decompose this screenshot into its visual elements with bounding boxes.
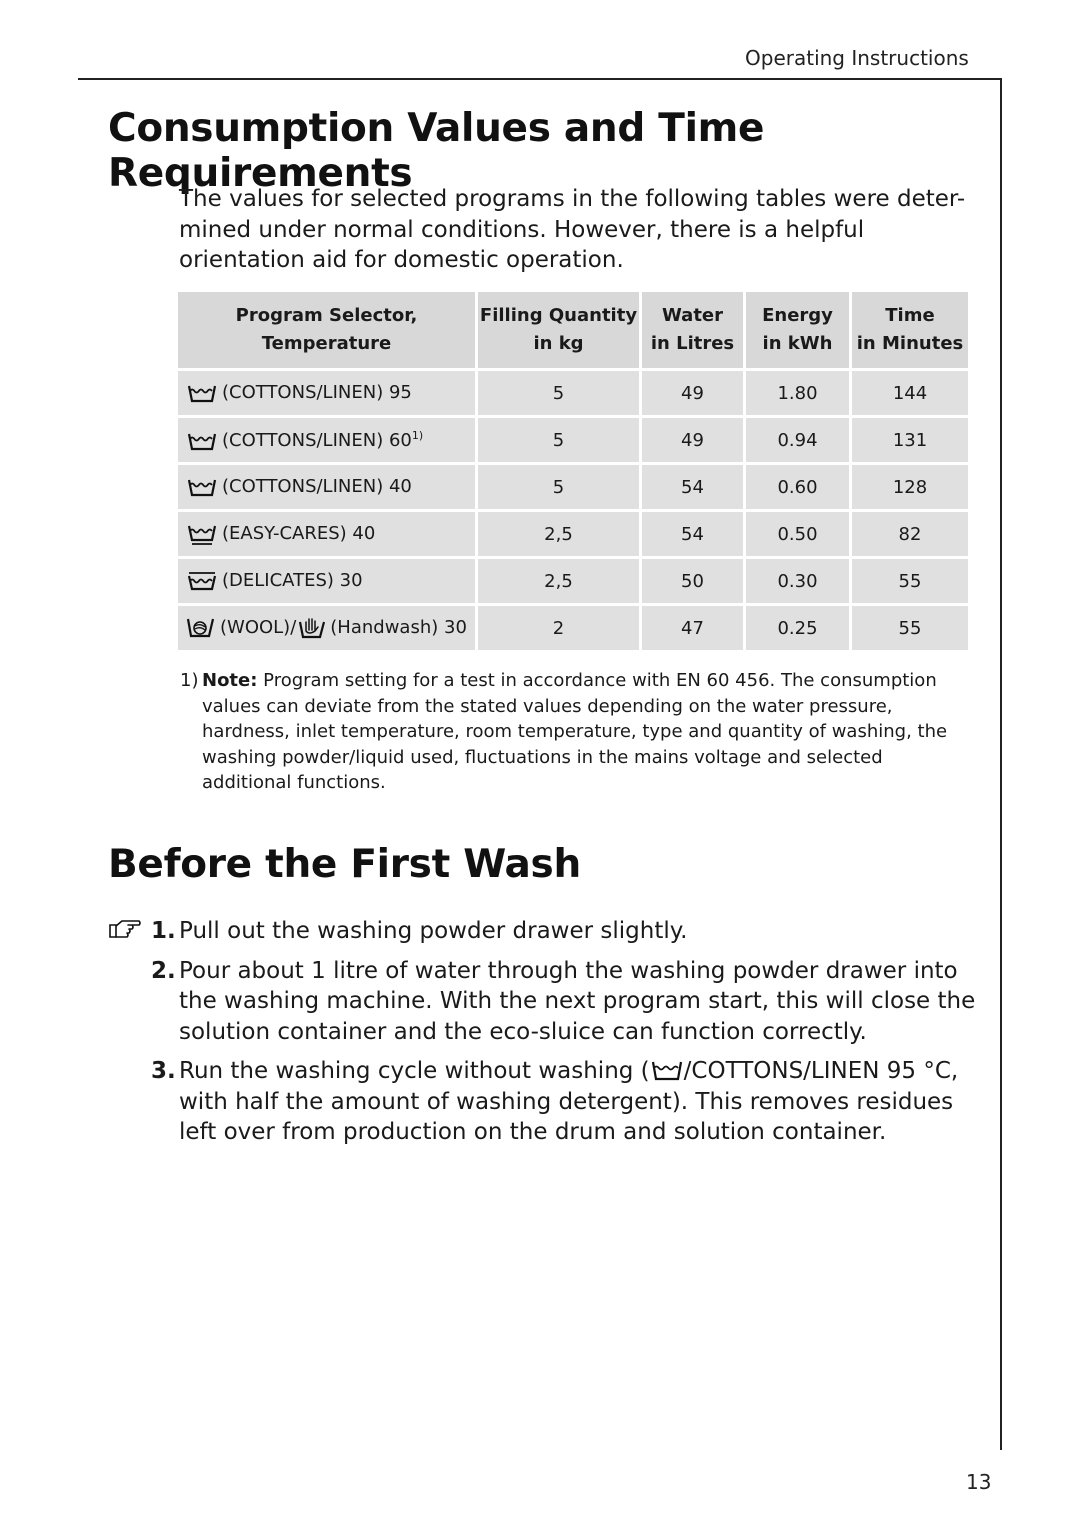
- cell-energy: 0.50: [746, 512, 849, 556]
- cell-program: (COTTONS/LINEN) 60$^{1)}$: [178, 418, 475, 462]
- intro-paragraph: The values for selected programs in the following tables were deter- mined under normal conditions. However, there is a helpful orientation aid for domestic operation.: [179, 186, 966, 273]
- wash-tub-icon: [186, 430, 218, 452]
- cell-energy: 0.30: [746, 559, 849, 603]
- cell-filling: 5: [478, 418, 639, 462]
- steps-list: [108, 916, 988, 1157]
- cell-water: 47: [642, 606, 743, 650]
- cell-energy: 0.60: [746, 465, 849, 509]
- cell-time: 128: [852, 465, 968, 509]
- cell-filling: 5: [478, 465, 639, 509]
- cell-water: 49: [642, 418, 743, 462]
- header-rule: [78, 78, 1002, 80]
- cell-time: 131: [852, 418, 968, 462]
- table-row: [178, 418, 968, 462]
- side-rule: [1000, 78, 1002, 1450]
- footnote-label: Note:: [202, 670, 258, 691]
- list-item: [108, 956, 988, 1048]
- header-time: Time in Minutes: [852, 292, 968, 368]
- list-item: [108, 1056, 988, 1148]
- page-number: 13: [966, 1470, 992, 1494]
- cell-program: (EASY-CARES) 40: [178, 512, 475, 556]
- cell-filling: 2,5: [478, 512, 639, 556]
- wool-icon: [186, 616, 216, 640]
- cell-filling: 5: [478, 371, 639, 415]
- table-row: [178, 512, 968, 556]
- wash-tub-icon: [186, 476, 218, 498]
- cell-energy: 0.94: [746, 418, 849, 462]
- cell-water: 49: [642, 371, 743, 415]
- footnote-number: 1): [180, 670, 199, 691]
- header-water: Water in Litres: [642, 292, 743, 368]
- handwash-icon: [298, 616, 326, 640]
- cell-water: 54: [642, 512, 743, 556]
- footnote-text: Program setting for a test in accordance with EN 60 456. The consumption values can deviate from the stated values depending on the water pressure, hardness, inlet temperature, room temperature, type and quantity of washing, the washing powder/liquid used, fluctuations in the mains voltage and selected additional functions.: [202, 670, 948, 793]
- header-filling: Filling Quantity in kg: [478, 292, 639, 368]
- cell-water: 50: [642, 559, 743, 603]
- step-text-after: /COTTONS/LINEN 95 °C, with half the amount of washing detergent). This removes residues left over from production on the drum and solution container.: [179, 1058, 959, 1145]
- table-row: [178, 559, 968, 603]
- wash-tub-easycare-icon: [186, 522, 218, 546]
- step-number: 1.: [151, 918, 176, 944]
- cell-program: (DELICATES) 30: [178, 559, 475, 603]
- wash-tub-icon: [186, 382, 218, 404]
- step-text: Pull out the washing powder drawer slightly.: [179, 918, 688, 944]
- table-row: [178, 371, 968, 415]
- cell-energy: 1.80: [746, 371, 849, 415]
- cell-program: (WOOL)/ (Handwash) 30: [178, 606, 475, 650]
- footnote: [180, 668, 950, 796]
- table-row: [178, 606, 968, 650]
- footnote-marker: 1): [411, 428, 424, 442]
- cell-program: (COTTONS/LINEN) 40: [178, 465, 475, 509]
- section-title-first-wash: Before the First Wash: [108, 842, 581, 887]
- cell-filling: 2,5: [478, 559, 639, 603]
- cell-time: 55: [852, 606, 968, 650]
- consumption-table: [175, 289, 971, 653]
- cell-time: 144: [852, 371, 968, 415]
- list-item: [108, 916, 988, 947]
- consumption-table-wrapper: [178, 292, 974, 650]
- pointing-hand-icon: [108, 917, 142, 941]
- wash-tub-icon: [650, 1058, 684, 1082]
- footnote-body: [202, 668, 950, 796]
- step-text: Pour about 1 litre of water through the washing powder drawer into the washing machine. With the next program start, this will close the solution container and the eco-sluice can function correctly.: [179, 957, 976, 1045]
- running-head: Operating Instructions: [745, 46, 969, 70]
- header-program: Program Selector, Temperature: [178, 292, 475, 368]
- cell-water: 54: [642, 465, 743, 509]
- wash-tub-delicate-icon: [186, 569, 218, 593]
- cell-filling: 2: [478, 606, 639, 650]
- table-row: [178, 465, 968, 509]
- step-number: 3.: [151, 1058, 176, 1084]
- cell-energy: 0.25: [746, 606, 849, 650]
- step-text-before: Run the washing cycle without washing (: [179, 1058, 650, 1084]
- cell-time: 82: [852, 512, 968, 556]
- step-number: 2.: [151, 957, 176, 984]
- section-title-consumption: Consumption Values and Time Requirements: [108, 106, 765, 196]
- header-energy: Energy in kWh: [746, 292, 849, 368]
- cell-time: 55: [852, 559, 968, 603]
- table-header-row: [178, 292, 968, 368]
- cell-program: (COTTONS/LINEN) 95: [178, 371, 475, 415]
